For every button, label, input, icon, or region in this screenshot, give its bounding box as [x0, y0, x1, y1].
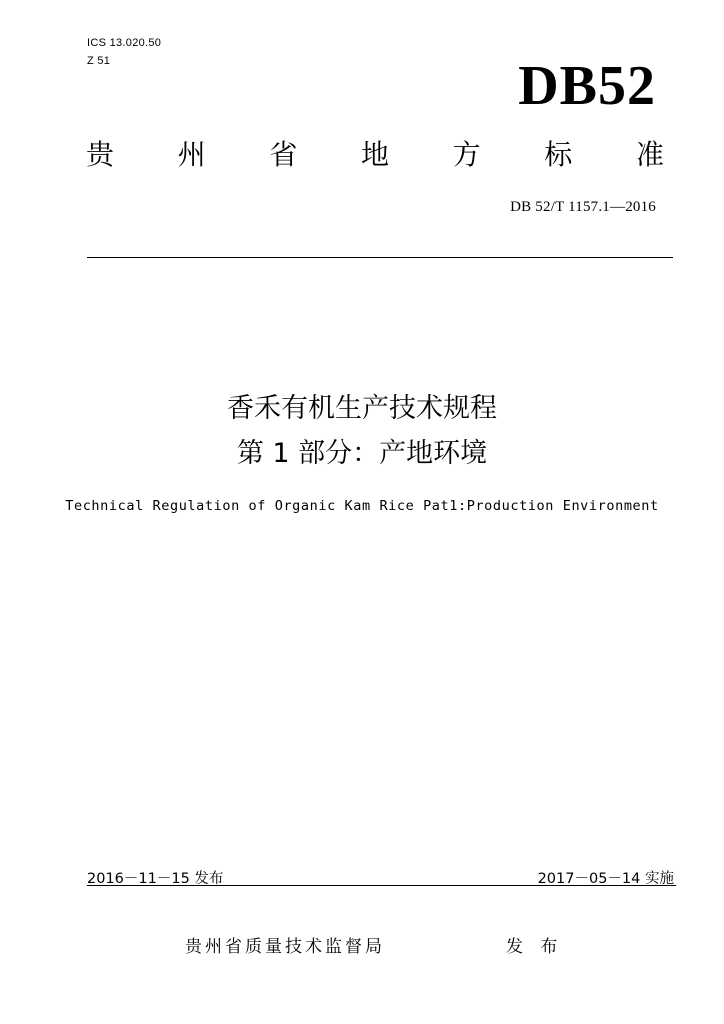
- publish-label: 发 布: [506, 937, 564, 957]
- document-title: 香禾有机生产技术规程: [227, 393, 497, 424]
- standard-type-char: 省: [269, 138, 298, 171]
- ics-code: ICS 13.020.50: [87, 37, 162, 49]
- standard-type-char: 地: [360, 138, 389, 171]
- header-divider: [87, 257, 673, 258]
- document-part-title: 第 1 部分：产地环境: [236, 438, 488, 469]
- standard-type-char: 标: [544, 138, 573, 171]
- standard-number: DB 52/T 1157.1—2016: [510, 199, 656, 215]
- footer-divider: [87, 885, 676, 886]
- standard-type-char: 方: [452, 138, 481, 171]
- issue-date: 2016－11－15 发布: [87, 871, 224, 887]
- standard-type-char: 州: [177, 138, 206, 171]
- implementation-date: 2017－05－14 实施: [537, 871, 674, 887]
- english-title: Technical Regulation of Organic Kam Rice Pat1:Production Environment: [65, 498, 659, 514]
- classification-code: Z 51: [87, 55, 111, 67]
- standard-type: [86, 138, 664, 171]
- standard-prefix: DB52: [518, 55, 656, 117]
- standard-type-char: 贵: [86, 138, 115, 171]
- issuing-authority: 贵州省质量技术监督局: [185, 937, 385, 957]
- standard-type-char: 准: [635, 138, 664, 171]
